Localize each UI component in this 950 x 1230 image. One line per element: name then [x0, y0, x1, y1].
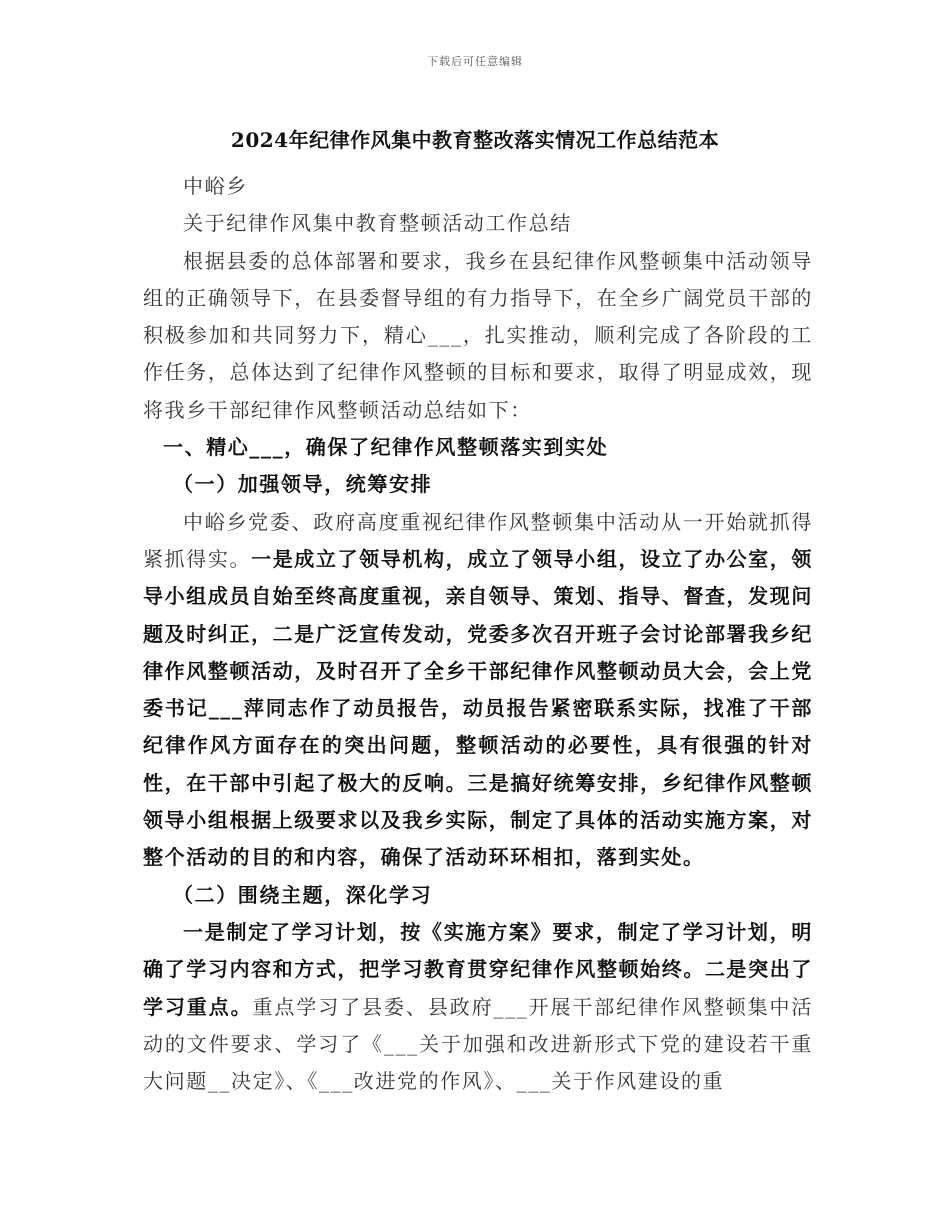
subsection-1-paragraph [143, 504, 813, 877]
section-1-heading: 一、精心___，确保了纪律作风整顿落实到实处 [163, 435, 609, 460]
author-line: 中峪乡 [183, 174, 248, 198]
subsection-2-paragraph [143, 914, 813, 1100]
subsection-2-heading: （二）围绕主题，深化学习 [173, 882, 433, 907]
subsection-1-heading: （一）加强领导，统筹安排 [173, 472, 433, 497]
subsection-1-normal-text: 中峪乡党委、政府高度重视纪律作风整顿集中活动从一开始就抓得紧抓得实。 [143, 509, 813, 571]
document-body [143, 168, 813, 1100]
subsection-1-bold-text: 一是成立了领导机构，成立了领导小组，设立了办公室，领导小组成员自始至终高度重视，亲自领导、策划、指导、督查，发现问题及时纠正，二是广泛宣传发动，党委多次召开班子会讨论部署我乡纪律作风整顿活动，及时召开了全乡干部纪律作风整顿动员大会，会上党委书记___萍同志作了动员报告，动员报告紧密联系实际，找准了干部纪律作风方面存在的突出问题，整顿活动的必要性，具有很强的针对性，在干部中引起了极大的反响。三是搞好统筹安排，乡纪律作风整顿领导小组根据上级要求以及我乡实际，制定了具体的活动实施方案，对整个活动的目的和内容，确保了活动环环相扣，落到实处。 [143, 546, 814, 870]
subtitle-line: 关于纪律作风集中教育整顿活动工作总结 [183, 211, 572, 236]
header-note: 下载后可任意编辑 [427, 55, 523, 68]
subsection-2-normal-text: 重点学习了县委、县政府___开展干部纪律作风整顿集中活动的文件要求、学习了《___关于加强和改进新形式下党的建设若干重大问题__决定》、《___改进党的作风》、___关于作风建设的重 [143, 994, 814, 1094]
document-title: 2024年纪律作风集中教育整改落实情况工作总结范本 [230, 128, 720, 152]
intro-paragraph: 根据县委的总体部署和要求，我乡在县纪律作风整顿集中活动领导组的正确领导下，在县委督导组的有力指导下，在全乡广阔党员干部的积极参加和共同努力下，精心___，扎实推动，顺利完成了各阶段的工作任务，总体达到了纪律作风整顿的目标和要求，取得了明显成效，现将我乡干部纪律作风整顿活动总结如下： [143, 248, 813, 422]
subsection-2-bold-text: 一是制定了学习计划，按《实施方案》要求，制定了学习计划，明确了学习内容和方式，把学习教育贯穿纪律作风整顿始终。二是突出了学习重点。 [143, 919, 813, 1019]
